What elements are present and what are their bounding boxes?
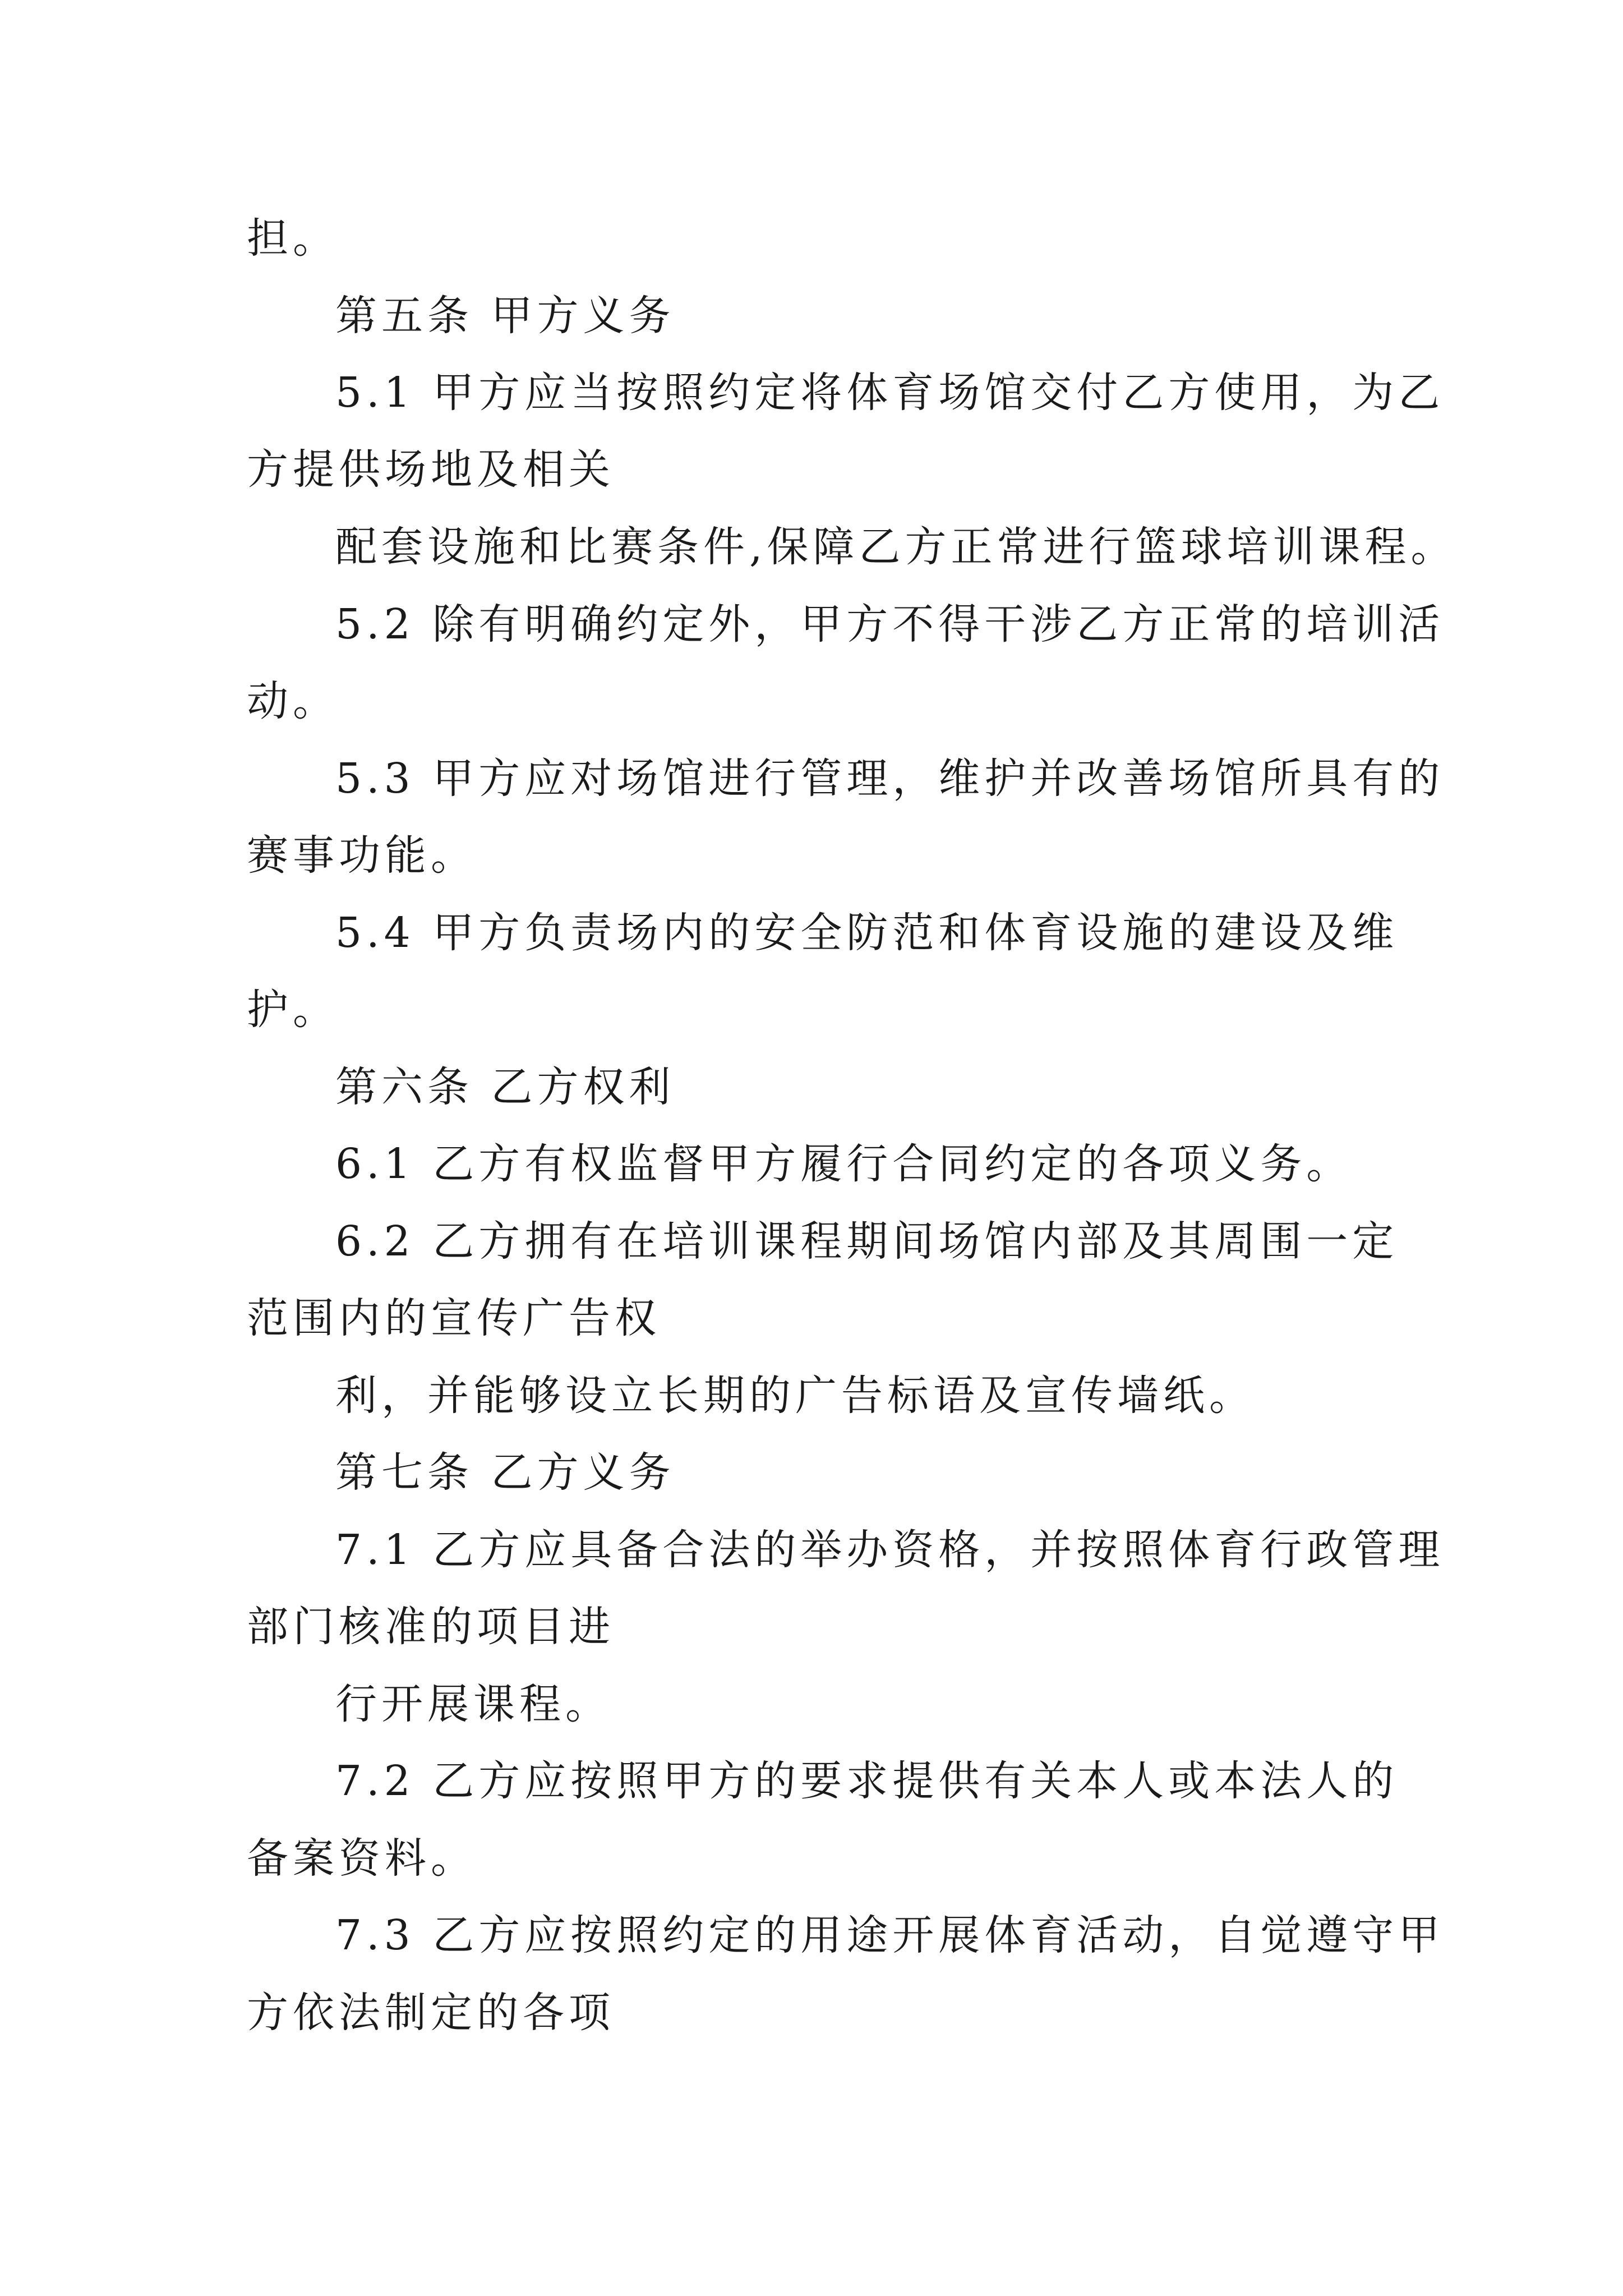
text-line: 5.2 除有明确约定外，甲方不得干涉乙方正常的培训活 [335, 600, 1445, 648]
text-line: 5.1 甲方应当按照约定将体育场馆交付乙方使用，为乙 [335, 369, 1445, 417]
text-line: 护。 [247, 986, 339, 1034]
text-line: 7.1 乙方应具备合法的举办资格，并按照体育行政管理 [335, 1526, 1445, 1574]
text-line: 利，并能够设立长期的广告标语及宣传墙纸。 [335, 1372, 1255, 1420]
text-line: 动。 [247, 677, 339, 725]
text-line: 赛事功能。 [247, 831, 477, 880]
text-line: 范围内的宣传广告权 [247, 1294, 661, 1342]
text-line: 7.2 乙方应按照甲方的要求提供有关本人或本法人的 [335, 1757, 1399, 1805]
text-line: 行开展课程。 [335, 1680, 611, 1728]
text-line: 备案资料。 [247, 1834, 477, 1883]
text-line: 配套设施和比赛条件,保障乙方正常进行篮球培训课程。 [335, 523, 1457, 571]
text-line: 方提供场地及相关 [247, 445, 615, 494]
text-line: 方依法制定的各项 [247, 1989, 615, 2037]
text-line: 5.4 甲方负责场内的安全防范和体育设施的建设及维 [335, 909, 1399, 957]
text-line: 部门核准的项目进 [247, 1603, 615, 1651]
text-line: 担。 [247, 214, 339, 263]
text-line: 6.2 乙方拥有在培训课程期间场馆内部及其周围一定 [335, 1217, 1399, 1266]
text-line: 6.1 乙方有权监督甲方履行合同约定的各项义务。 [335, 1140, 1353, 1188]
text-line: 7.3 乙方应按照约定的用途开展体育活动，自觉遵守甲 [335, 1911, 1445, 1959]
section-heading-article-6: 第六条 乙方权利 [335, 1063, 675, 1111]
section-heading-article-5: 第五条 甲方义务 [335, 292, 675, 340]
text-line: 5.3 甲方应对场馆进行管理，维护并改善场馆所具有的 [335, 754, 1445, 803]
section-heading-article-7: 第七条 乙方义务 [335, 1448, 675, 1497]
